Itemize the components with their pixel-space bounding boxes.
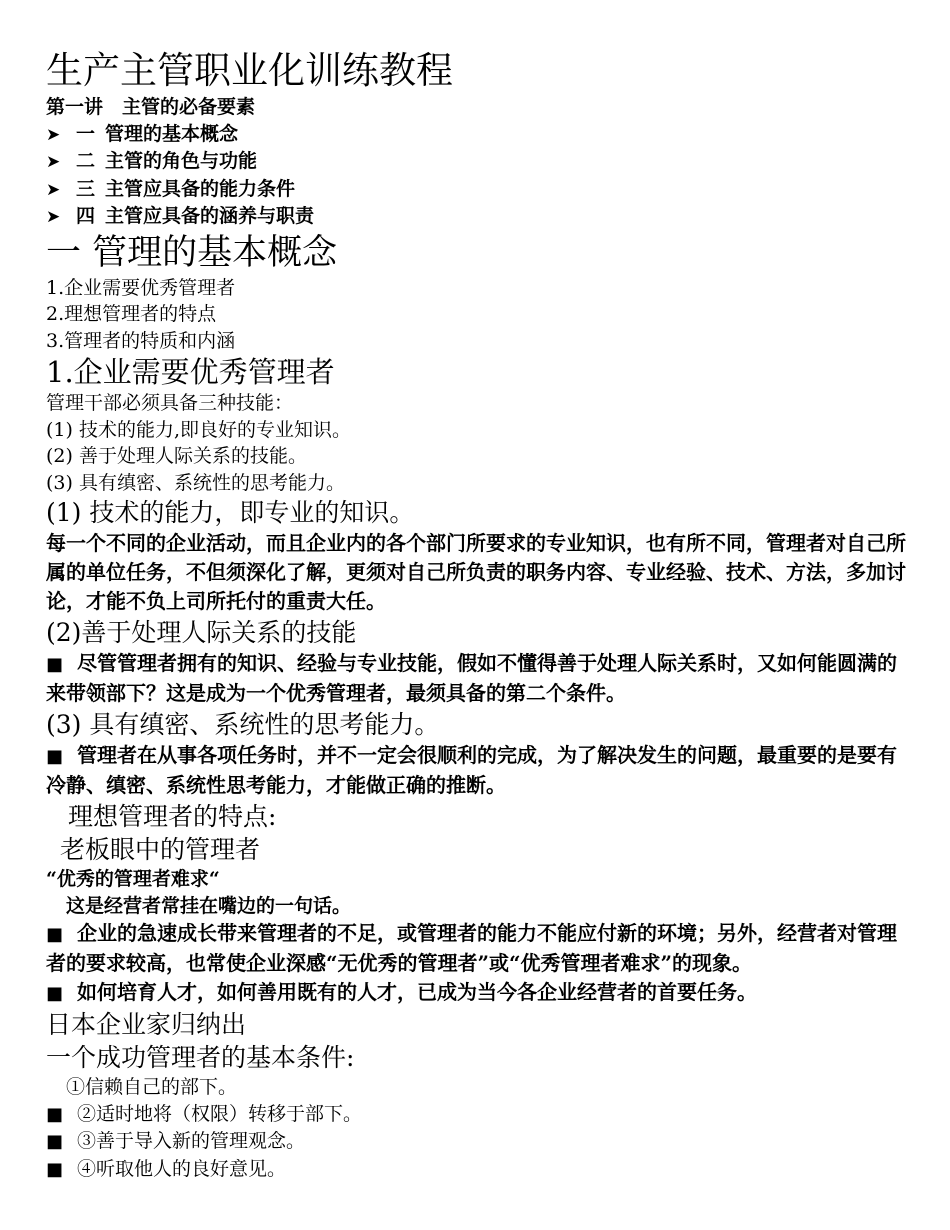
condition-text: ②适时地将（权限）转移于部下。 [77,1102,363,1125]
skill-body-text: 尽管管理者拥有的知识、经验与专业技能，假如不懂得善于处理人际关系时，又如何能圆满的来带领部下？这是成为一个优秀管理者，最须具备的第二个条件。 [46,651,898,705]
condition-item: ①信赖自己的部下。 [66,1076,238,1098]
document-title: 生产主管职业化训练教程 [46,49,453,92]
skill-item: (3) 具有缜密、系统性的思考能力。 [46,471,345,494]
skill-heading: (2)善于处理人际关系的技能 [46,618,357,647]
square-bullet-icon: ■ [46,1131,64,1152]
ideal-bullet [46,919,908,978]
arrow-icon: ➤ [46,207,61,227]
lecture-item-number: 三 [76,177,96,200]
japan-heading: 日本企业家归纳出 [46,1010,247,1039]
section-item: 1.企业需要优秀管理者 [46,276,236,299]
section-item: 2.理想管理者的特点 [46,303,217,325]
condition-text: ③善于导入新的管理观念。 [77,1130,306,1152]
condition-item [46,1101,908,1129]
section-heading: 一 管理的基本概念 [46,232,338,273]
arrow-icon: ➤ [46,179,61,200]
subsection-heading: 1.企业需要优秀管理者 [46,355,335,389]
lecture-item [46,176,908,204]
quote-note: 这是经营者常挂在嘴边的一句话。 [66,894,352,917]
lecture-item [46,148,908,176]
square-bullet-icon: ■ [46,1158,64,1180]
skill-heading: (1) 技术的能力，即专业的知识。 [46,498,415,527]
lecture-item-text: 管理的基本概念 [105,122,239,145]
square-bullet-icon: ■ [46,924,64,945]
section-item: 3.管理者的特质和内涵 [46,329,236,352]
lecture-item [46,121,908,149]
condition-text: ④听取他人的良好意见。 [77,1157,287,1180]
skill-body: 每一个不同的企业活动，而且企业内的各个部门所要求的专业知识，也有所不同，管理者对自己所属的单位任务，不但须深化了解，更须对自己所负责的职务内容、专业经验、技术、方法，多加讨论，才能不负上司所托付的重责大任。 [46,531,906,613]
lecture-heading: 第一讲 主管的必备要素 [46,96,256,118]
arrow-icon: ➤ [46,124,61,145]
lecture-item-text: 主管应具备的能力条件 [105,177,296,200]
lecture-item-text: 主管应具备的涵养与职责 [105,205,315,227]
square-bullet-icon: ■ [46,746,64,767]
ideal-bullet-text: 企业的急速成长带来管理者的不足，或管理者的能力不能应付新的环境；另外，经营者对管理者的要求较高，也常使企业深感“无优秀的管理者”或“优秀管理者难求”的现象。 [46,921,898,975]
quote: “优秀的管理者难求“ [46,868,220,890]
skill-body-text: 管理者在从事各项任务时，并不一定会很顺利的完成，为了解决发生的问题，最重要的是要有冷静、缜密、系统性思考能力，才能做正确的推断。 [46,743,898,797]
skill-item: (1) 技术的能力,即良好的专业知识。 [46,418,351,441]
skill-body [46,649,908,708]
lecture-item [46,203,908,231]
square-bullet-icon: ■ [46,1103,64,1125]
skill-heading: (3) 具有缜密、系统性的思考能力。 [46,710,440,739]
condition-item [46,1156,908,1184]
japan-heading: 一个成功管理者的基本条件: [46,1043,355,1072]
arrow-icon: ➤ [46,152,61,172]
square-bullet-icon: ■ [46,983,64,1004]
skill-body [46,741,908,800]
ideal-bullet-text: 如何培育人才，如何善用既有的人才，已成为当今各企业经营者的首要任务。 [77,980,758,1004]
condition-item [46,1128,908,1156]
ideal-heading: 理想管理者的特点: [68,802,277,831]
lecture-item-number: 四 [76,205,96,227]
lecture-item-number: 二 [76,150,96,172]
skills-intro: 管理干部必须具备三种技能： [46,392,294,414]
lecture-item-text: 主管的角色与功能 [105,150,258,172]
ideal-subheading: 老板眼中的管理者 [60,835,261,864]
ideal-bullet [46,978,908,1008]
skill-item: (2) 善于处理人际关系的技能。 [46,445,307,467]
square-bullet-icon: ■ [46,654,64,675]
lecture-item-number: 一 [76,122,96,145]
